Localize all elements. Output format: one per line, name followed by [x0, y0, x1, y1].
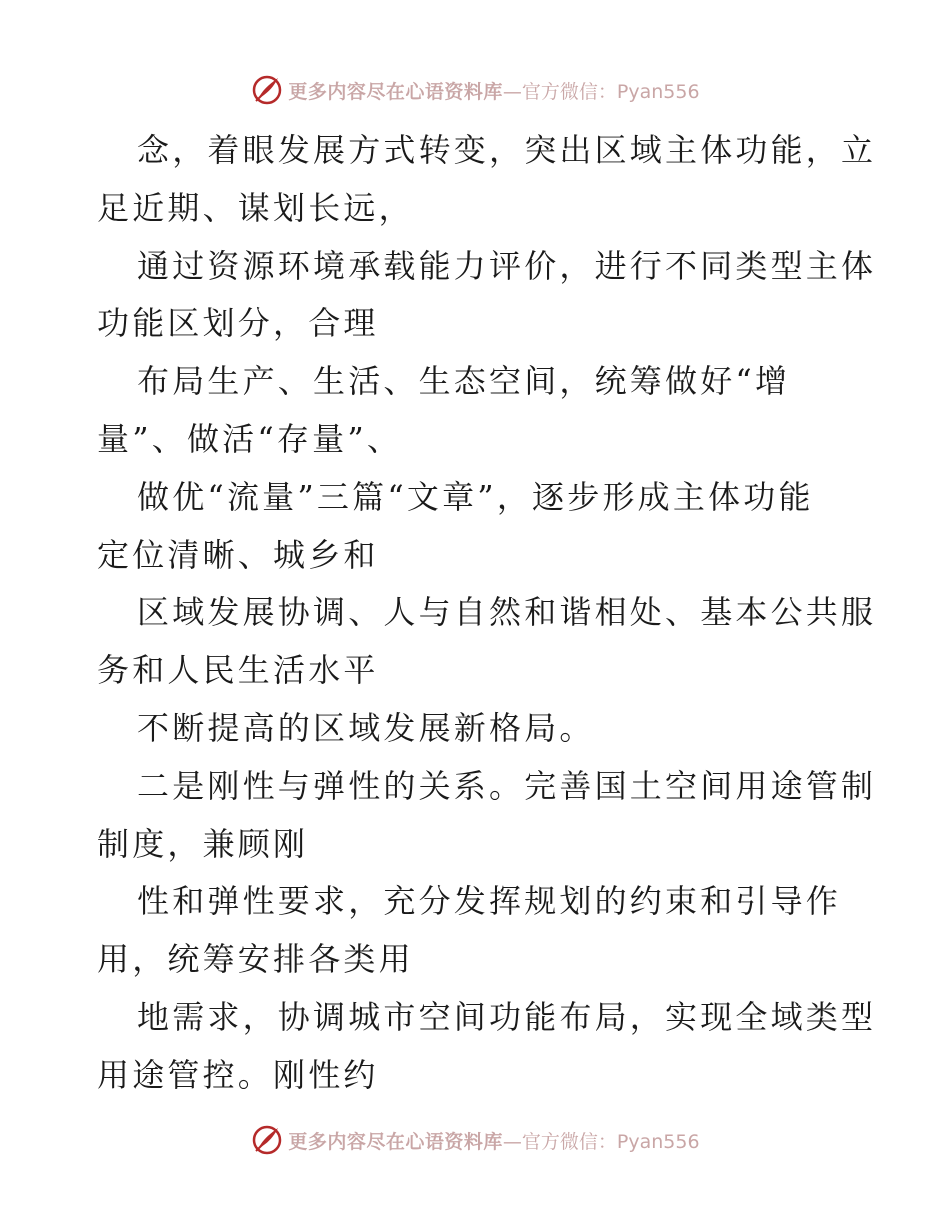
- paragraph-continuation-line: 制度，兼顾刚: [97, 824, 309, 863]
- paragraph: [97, 469, 857, 585]
- paragraph-first-line: 念，着眼发展方式转变，突出区域主体功能，立: [137, 131, 877, 169]
- footer-watermark-banner: [0, 1120, 950, 1160]
- paragraph: [97, 353, 857, 469]
- paragraph-continuation-line: 足近期、谋划长远，: [97, 188, 414, 227]
- paragraph-continuation-line: 量”、做活“存量”、: [97, 419, 403, 458]
- paragraph-continuation-line: 务和人民生活水平: [97, 651, 379, 690]
- paragraph: [97, 873, 857, 989]
- paragraph-first-line: 性和弹性要求，充分发挥规划的约束和引导作: [137, 882, 842, 921]
- paragraph-first-line: 地需求，协调城市空间功能布局，实现全域类型: [137, 997, 877, 1036]
- paragraph-continuation-line: 用，统筹安排各类用: [97, 940, 414, 979]
- paragraph-continuation-line: 用途管控。刚性约: [97, 1055, 379, 1094]
- paragraph-first-line: 布局生产、生活、生态空间，统筹做好“增: [137, 362, 791, 401]
- paragraph: [97, 238, 877, 354]
- paragraph-first-line: 区域发展协调、人与自然和谐相处、基本公共服: [137, 593, 877, 632]
- paragraph-continuation-line: 功能区划分，合理: [97, 304, 379, 343]
- quill-pen-logo-icon: [250, 73, 284, 107]
- paragraph: [97, 584, 877, 700]
- header-watermark-banner: [0, 70, 950, 110]
- paragraph: [97, 989, 877, 1105]
- paragraph-continuation-line: 定位清晰、城乡和: [97, 535, 379, 574]
- paragraph: [97, 758, 877, 874]
- banner-sub-text: —官方微信：Pyan556: [502, 80, 700, 103]
- quill-pen-logo-icon: [250, 1123, 284, 1157]
- paragraph-first-line: 通过资源环境承载能力评价，进行不同类型主体: [137, 246, 877, 285]
- paragraph-first-line: 不断提高的区域发展新格局。: [137, 708, 595, 747]
- document-body: [97, 122, 877, 1105]
- banner-sub-text: —官方微信：Pyan556: [502, 1130, 700, 1153]
- banner-main-text: 更多内容尽在心语资料库: [288, 80, 503, 103]
- paragraph-first-line: 二是刚性与弹性的关系。完善国土空间用途管制: [137, 766, 877, 805]
- paragraph: [97, 122, 877, 238]
- paragraph-first-line: 做优“流量”三篇“文章”，逐步形成主体功能: [137, 477, 814, 516]
- banner-main-text: 更多内容尽在心语资料库: [288, 1130, 503, 1153]
- paragraph: [97, 700, 857, 758]
